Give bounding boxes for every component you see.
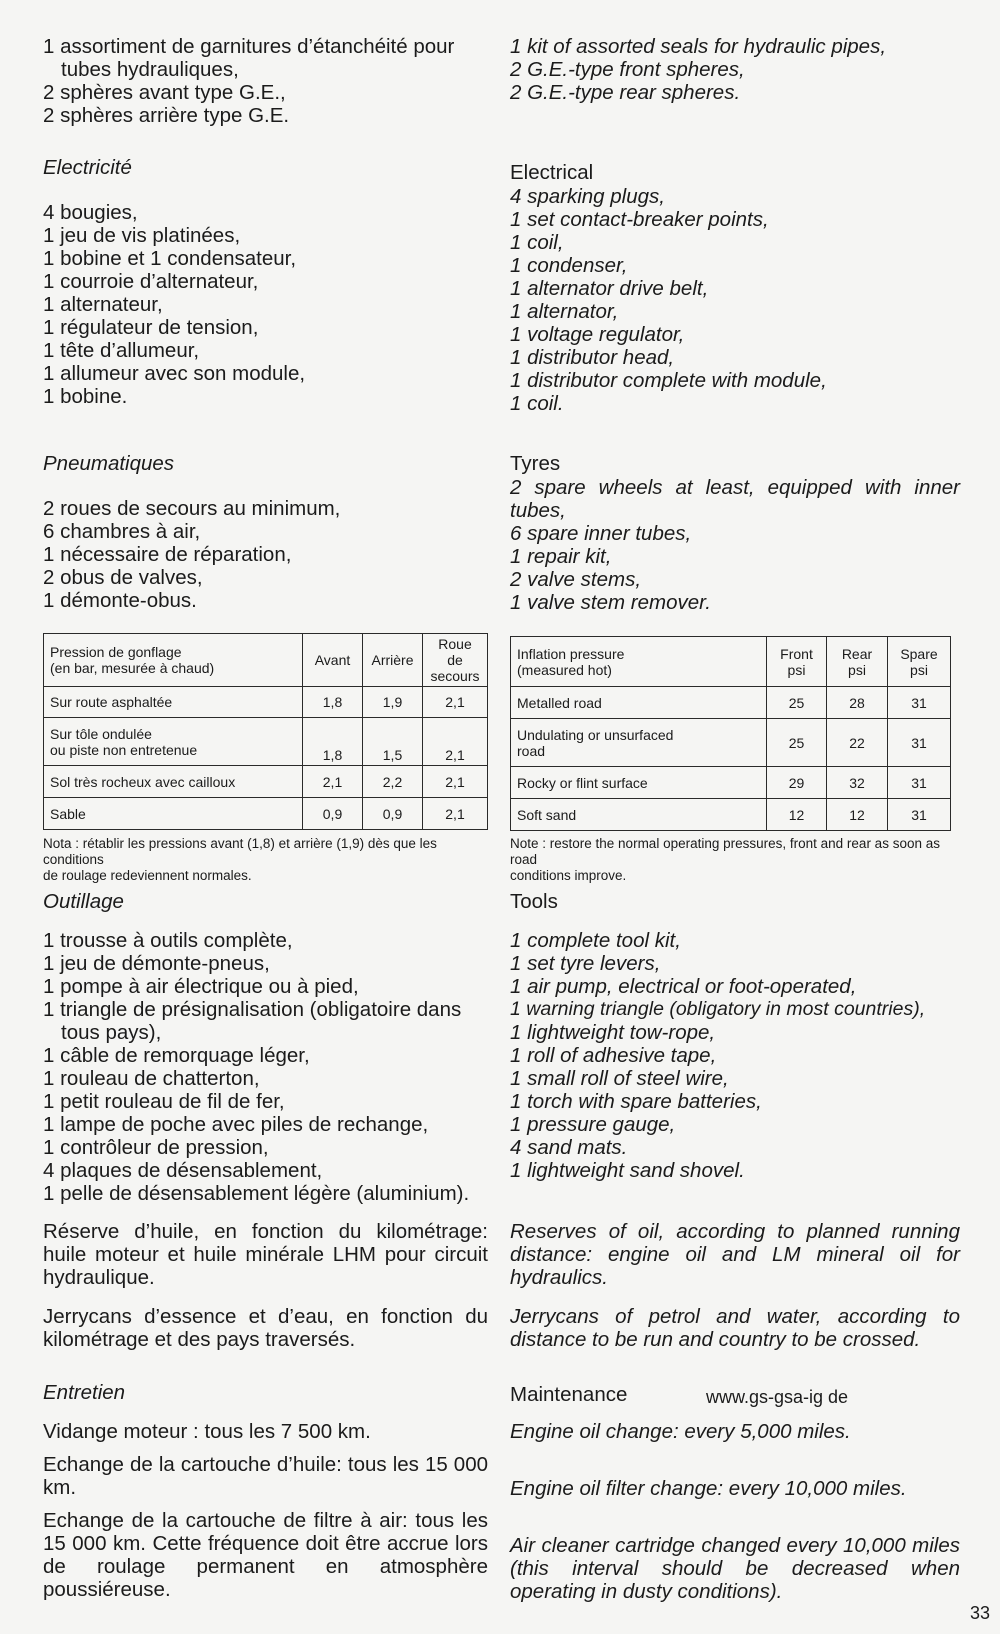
table-cell: 29 [767,767,827,799]
table-header-row [44,634,488,687]
list-item: 2 G.E.-type rear spheres. [510,81,741,104]
table-header: Front psi [767,637,827,687]
list-item: 1 courroie d’alternateur, [43,270,259,293]
website-stamp: www.gs-gsa-ig de [706,1387,849,1407]
list-item: 1 petit rouleau de fil de fer, [43,1090,285,1113]
table-header: Rear psi [827,637,888,687]
note-line: Nota : rétablir les pressions avant (1,8) et arrière (1,9) dès que les conditions [43,836,437,867]
tyres-list [510,522,960,614]
list-item: 1 torch with spare batteries, [510,1090,762,1113]
list-item: 1 alternateur, [43,293,163,316]
list-item: 1 bobine. [43,385,128,408]
list-item: 1 régulateur de tension, [43,316,259,339]
list-item: 1 set contact-breaker points, [510,208,769,231]
note-en [510,836,960,884]
list-item: 1 nécessaire de réparation, [43,543,292,566]
table-cell: Soft sand [511,799,767,831]
table-cell: 28 [827,687,888,719]
entretien-heading: Entretien [43,1381,126,1404]
list-item: tous pays), [61,1021,162,1044]
electrical-heading: Electrical [510,161,594,184]
pneumatiques-list [43,497,488,612]
list-item: 1 warning triangle (obligatory in most countries), [510,998,926,1020]
table-cell: 0,9 [363,798,423,830]
air-cleaner-paragraph: Air cleaner cartridge changed every 10,000 miles (this interval should be decreased when operating in dusty conditions). [510,1534,960,1603]
page-number: 33 [969,1603,990,1623]
table-cell: 31 [888,687,951,719]
list-item: 2 sphères arrière type G.E. [43,104,290,127]
table-header: Pression de gonflage (en bar, mesurée à chaud) [44,634,303,687]
list-item: 1 distributor head, [510,346,675,369]
tyres-heading: Tyres [510,452,561,475]
table-cell: 12 [767,799,827,831]
list-item: 1 alternator, [510,300,619,323]
list-item: 1 air pump, electrical or foot-operated, [510,975,857,998]
table-row [511,799,951,831]
tools-heading: Tools [510,890,558,913]
list-item: 1 rouleau de chatterton, [43,1067,260,1090]
list-item: 1 triangle de présignalisation (obligatoire dans [43,998,462,1021]
list-item: 1 lightweight tow-rope, [510,1021,716,1044]
list-item: 6 chambres à air, [43,520,201,543]
list-item: 1 jeu de vis platinées, [43,224,241,247]
table-cell: 2,1 [423,798,488,830]
list-item: 1 coil, [510,231,564,254]
table-row [44,718,488,766]
table-header: Spare psi [888,637,951,687]
table-cell: Metalled road [511,687,767,719]
table-cell: 32 [827,767,888,799]
list-item: 1 kit of assorted seals for hydraulic pipes, [510,35,887,58]
list-item: 1 lightweight sand shovel. [510,1159,745,1182]
table-header: Avant [303,634,363,687]
list-item: 2 sphères avant type G.E., [43,81,286,104]
note-line: conditions improve. [510,868,627,883]
maintenance-heading: Maintenance [510,1383,628,1406]
huile-paragraph: Réserve d’huile, en fonction du kilométrage: huile moteur et huile minérale LHM pour circuit hydraulique. [43,1220,488,1289]
list-item: 1 pompe à air électrique ou à pied, [43,975,359,998]
list-item: 1 jeu de démonte-pneus, [43,952,270,975]
list-item: 1 assortiment de garnitures d’étanchéité pour [43,35,455,58]
outillage-heading: Outillage [43,890,124,913]
list-item: 6 spare inner tubes, [510,522,692,545]
table-header: Inflation pressure (measured hot) [511,637,767,687]
table-row [44,798,488,830]
table-cell: Rocky or flint surface [511,767,767,799]
list-item: 1 pelle de désensablement légère (aluminium). [43,1182,470,1205]
list-item: 1 tête d’allumeur, [43,339,200,362]
list-item: 2 roues de secours au minimum, [43,497,341,520]
table-row [44,766,488,798]
list-item: 1 repair kit, [510,545,612,568]
electricite-list [43,201,488,408]
list-item: 2 valve stems, [510,568,642,591]
table-cell: 25 [767,687,827,719]
list-item: 4 bougies, [43,201,138,224]
table-cell: Undulating or unsurfaced road [511,719,767,767]
list-item: 1 distributor complete with module, [510,369,827,392]
table-cell: Sol très rocheux avec cailloux [44,766,303,798]
cartouche-paragraph: Echange de la cartouche d’huile: tous les 15 000 km. [43,1453,488,1499]
filter-change-paragraph: Engine oil filter change: every 10,000 miles. [510,1477,907,1500]
table-row [44,687,488,718]
list-item: 1 démonte-obus. [43,589,197,612]
tyres-first-item: 2 spare wheels at least, equipped with inner tubes, [510,476,960,522]
list-item: 4 sand mats. [510,1136,628,1159]
list-item: 1 condenser, [510,254,628,277]
list-item: 1 complete tool kit, [510,929,681,952]
table-header: Arrière [363,634,423,687]
outillage-list [43,929,488,1205]
table-cell: 31 [888,767,951,799]
oil-reserve-paragraph: Reserves of oil, according to planned running distance: engine oil and LM mineral oil for hydraulics. [510,1220,960,1289]
table-cell: 31 [888,719,951,767]
table-row [511,687,951,719]
table-cell: Sur route asphaltée [44,687,303,718]
list-item: 1 contrôleur de pression, [43,1136,269,1159]
pneumatiques-heading: Pneumatiques [43,452,175,475]
table-cell: 1,8 [303,687,363,718]
jerrycans-paragraph-fr: Jerrycans d’essence et d’eau, en fonction du kilométrage et des pays traversés. [43,1305,488,1351]
inflation-table [510,636,951,831]
list-item: tubes hydrauliques, [61,58,239,81]
table-cell: 25 [767,719,827,767]
electrical-list [510,185,960,415]
vidange-paragraph: Vidange moteur : tous les 7 500 km. [43,1420,371,1443]
table-cell: 0,9 [303,798,363,830]
filtre-paragraph: Echange de la cartouche de filtre à air: tous les 15 000 km. Cette fréquence doit être accrue lors de roulage permanent en atmosphère poussiéreuse. [43,1509,488,1601]
nota-fr [43,836,493,884]
list-item: 1 bobine et 1 condensateur, [43,247,297,270]
table-cell: 1,8 [303,718,363,766]
pression-table [43,633,488,830]
table-cell: 2,2 [363,766,423,798]
table-cell: 22 [827,719,888,767]
table-cell: Sable [44,798,303,830]
tools-list [510,929,960,1182]
list-item: 2 G.E.-type front spheres, [510,58,745,81]
list-item: 1 lampe de poche avec piles de rechange, [43,1113,429,1136]
table-header-row [511,637,951,687]
table-cell: 31 [888,799,951,831]
table-header: Roue de secours [423,634,488,687]
table-row [511,767,951,799]
oil-change-paragraph: Engine oil change: every 5,000 miles. [510,1420,851,1443]
list-item: 1 coil. [510,392,564,415]
list-item: 1 set tyre levers, [510,952,661,975]
table-cell: 1,5 [363,718,423,766]
list-item: 4 sparking plugs, [510,185,665,208]
list-item: 1 trousse à outils complète, [43,929,293,952]
table-cell: 2,1 [303,766,363,798]
list-item: 1 roll of adhesive tape, [510,1044,717,1067]
seals-list-en [510,35,960,104]
list-item: 1 small roll of steel wire, [510,1067,729,1090]
jerrycans-paragraph-en: Jerrycans of petrol and water, according to distance to be run and country to be crossed. [510,1305,960,1351]
table-cell: 2,1 [423,718,488,766]
table-row [511,719,951,767]
list-item: 2 obus de valves, [43,566,203,589]
note-line: de roulage redeviennent normales. [43,868,252,883]
seals-list-fr [43,35,488,127]
table-cell: 12 [827,799,888,831]
electricite-heading: Electricité [43,156,132,179]
list-item: 1 pressure gauge, [510,1113,676,1136]
list-item: 1 voltage regulator, [510,323,685,346]
table-cell: 1,9 [363,687,423,718]
list-item: 1 valve stem remover. [510,591,711,614]
table-cell: 2,1 [423,766,488,798]
list-item: 1 alternator drive belt, [510,277,709,300]
list-item: 1 allumeur avec son module, [43,362,306,385]
note-line: Note : restore the normal operating pressures, front and rear as soon as road [510,836,940,867]
table-cell: Sur tôle ondulée ou piste non entretenue [44,718,303,766]
list-item: 1 câble de remorquage léger, [43,1044,310,1067]
table-cell: 2,1 [423,687,488,718]
list-item: 4 plaques de désensablement, [43,1159,323,1182]
